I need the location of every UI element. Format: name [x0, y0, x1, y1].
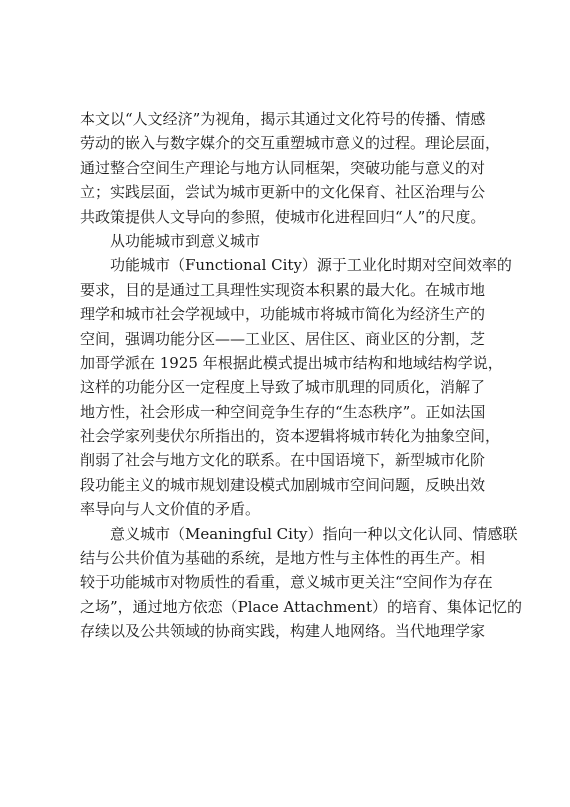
- paragraph-1-line-3: 通过整合空间生产理论与地方认同框架，突破功能与意义的对: [80, 158, 486, 177]
- paragraph-3-line-3: 较于功能城市对物质性的看重，意义城市更关注“空间作为存在: [80, 573, 493, 592]
- section-heading: 从功能城市到意义城市: [110, 231, 261, 250]
- paragraph-2-line-1: 功能城市（Functional City）源于工业化时期对空间效率的: [110, 256, 512, 275]
- paragraph-2-line-2: 要求，目的是通过工具理性实现资本积累的最大化。在城市地: [80, 280, 486, 299]
- paragraph-2-line-4: 空间，强调功能分区——工业区、居住区、商业区的分割，芝: [80, 329, 486, 348]
- paragraph-1-line-4: 立；实践层面，尝试为城市更新中的文化保育、社区治理与公: [80, 183, 486, 202]
- paragraph-1-line-1: 本文以“人文经济”为视角，揭示其通过文化符号的传播、情感: [80, 110, 486, 128]
- paragraph-2-line-8: 社会学家列斐伏尔所指出的，资本逻辑将城市转化为抽象空间，: [80, 427, 501, 446]
- paragraph-1-line-5: 共政策提供人文导向的参照，使城市化进程回归“人”的尺度。: [80, 207, 486, 226]
- paragraph-3-line-5: 存续以及公共领域的协商实践，构建人地网络。当代地理学家: [80, 622, 486, 641]
- paragraph-3-line-1: 意义城市（Meaningful City）指向一种以文化认同、情感联: [110, 524, 518, 543]
- paragraph-2-line-6: 这样的功能分区一定程度上导致了城市肌理的同质化，消解了: [80, 378, 486, 397]
- paragraph-2-line-9: 削弱了社会与地方文化的联系。在中国语境下，新型城市化阶: [80, 451, 486, 470]
- document-body: [80, 107, 522, 644]
- paragraph-2-line-11: 率导向与人文价值的矛盾。: [80, 500, 261, 519]
- paragraph-2-line-7: 地方性，社会形成一种空间竞争生存的“生态秩序”。正如法国: [80, 402, 486, 421]
- paragraph-3-line-4: 之场”，通过地方依恋（Place Attachment）的培育、集体记忆的: [80, 597, 522, 616]
- paragraph-3-line-2: 结与公共价值为基础的系统，是地方性与主体性的再生产。相: [80, 549, 486, 568]
- paragraph-2-line-5: 加哥学派在 1925 年根据此模式提出城市结构和地域结构学说，: [80, 353, 503, 372]
- paragraph-2-line-3: 理学和城市社会学视域中，功能城市将城市简化为经济生产的: [80, 305, 486, 324]
- paragraph-2-line-10: 段功能主义的城市规划建设模式加剧城市空间问题，反映出效: [80, 475, 486, 494]
- paragraph-1-line-2: 劳动的嵌入与数字媒介的交互重塑城市意义的过程。理论层面，: [80, 134, 501, 153]
